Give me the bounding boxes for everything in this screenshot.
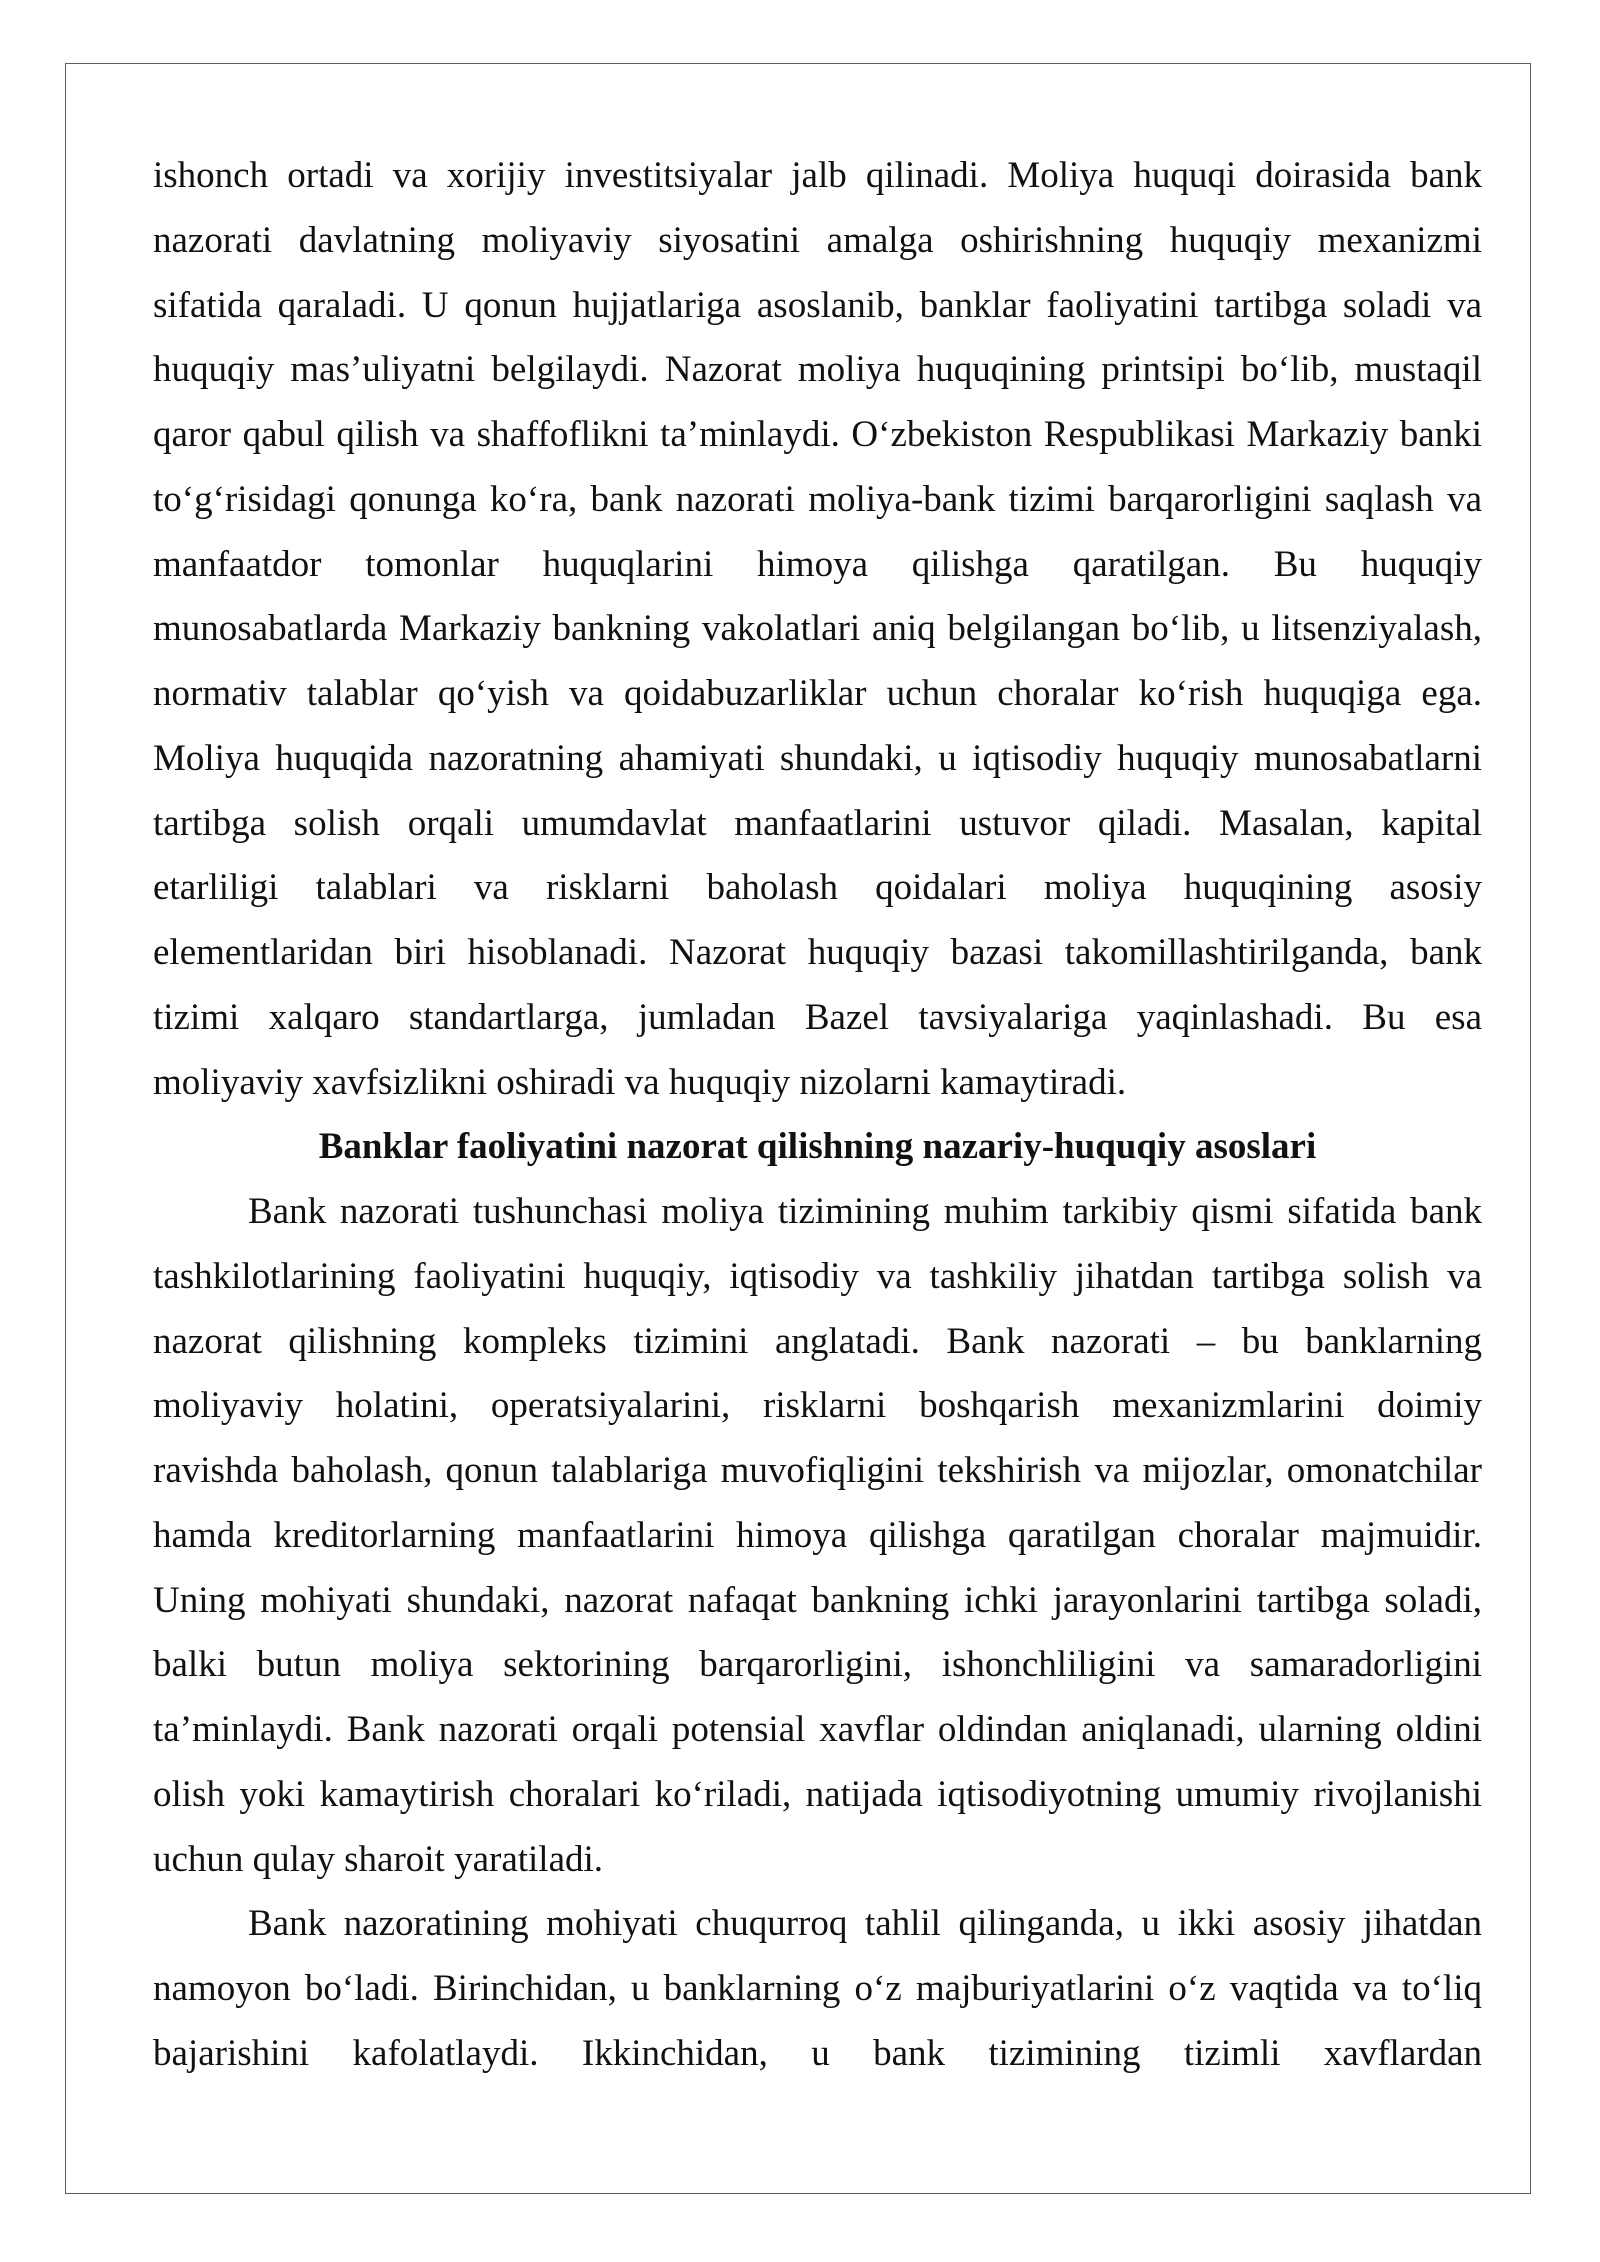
paragraph-line: Bank nazoratining mohiyati chuqurroq tahlil qilinganda, u ikki asosiy jihatdan	[248, 1903, 1482, 1945]
paragraph-line: Uning mohiyati shundaki, nazorat nafaqat bankning ichki jarayonlarini tartibga soladi,	[153, 1579, 1482, 1621]
section-paragraph	[153, 1180, 1482, 1892]
paragraph-line: hamda kreditorlarning manfaatlarini himoya qilishga qaratilgan choralar majmuidir.	[153, 1514, 1482, 1556]
paragraph-line: ravishda baholash, qonun talablariga muvofiqligini tekshirish va mijozlar, omonatchilar	[153, 1450, 1482, 1491]
paragraph-line: normativ talablar qo‘yish va qoidabuzarliklar uchun choralar ko‘rish huquqiga ega.	[153, 673, 1482, 714]
paragraph-line: nazorat qilishning kompleks tizimini anglatadi. Bank nazorati – bu banklarning	[153, 1320, 1482, 1362]
paragraph-line: qaror qabul qilish va shaffoflikni ta’minlaydi. O‘zbekiston Respublikasi Markaziy banki	[153, 414, 1482, 455]
paragraph-line: huquqiy mas’uliyatni belgilaydi. Nazorat moliya huquqining printsipi bo‘lib, mustaqil	[153, 349, 1482, 391]
paragraph-line: tizimi xalqaro standartlarga, jumladan Bazel tavsiyalariga yaqinlashadi. Bu esa	[153, 996, 1482, 1038]
section-paragraph	[153, 1892, 1482, 2086]
paragraph-line: nazorati davlatning moliyaviy siyosatini amalga oshirishning huquqiy mexanizmi	[153, 219, 1482, 261]
paragraph-line: bajarishini kafolatlaydi. Ikkinchidan, u bank tizimining tizimli xavflardan	[153, 2032, 1482, 2074]
page-text	[153, 144, 1482, 2087]
paragraph-line: moliyaviy holatini, operatsiyalarini, risklarni boshqarish mexanizmlarini doimiy	[153, 1385, 1482, 1427]
paragraph-line: to‘g‘risidagi qonunga ko‘ra, bank nazorati moliya-bank tizimi barqarorligini saqlash va	[153, 478, 1482, 520]
paragraph-line: uchun qulay sharoit yaratiladi.	[153, 1838, 604, 1880]
section-heading: Banklar faoliyatini nazorat qilishning nazariy-huquqiy asoslari	[318, 1126, 1317, 1168]
paragraph-line: etarliligi talablari va risklarni baholash qoidalari moliya huquqining asosiy	[153, 867, 1482, 909]
paragraph-line: munosabatlarda Markaziy bankning vakolatlari aniq belgilangan bo‘lib, u litsenziyalash,	[153, 608, 1482, 650]
paragraph-line: manfaatdor tomonlar huquqlarini himoya qilishga qaratilgan. Bu huquqiy	[153, 543, 1482, 585]
paragraph-line: ishonch ortadi va xorijiy investitsiyalar jalb qilinadi. Moliya huquqi doirasida bank	[153, 155, 1482, 196]
paragraph-line: tartibga solish orqali umumdavlat manfaatlarini ustuvor qiladi. Masalan, kapital	[153, 802, 1482, 844]
paragraph-line: sifatida qaraladi. U qonun hujjatlariga asoslanib, banklar faoliyatini tartibga soladi va	[153, 284, 1482, 326]
paragraph-line: moliyaviy xavfsizlikni oshiradi va huquqiy nizolarni kamaytiradi.	[153, 1061, 1127, 1103]
intro-paragraph	[153, 144, 1482, 1115]
paragraph-line: balki butun moliya sektorining barqarorligini, ishonchliligini va samaradorligini	[153, 1644, 1482, 1686]
paragraph-line: ta’minlaydi. Bank nazorati orqali potensial xavflar oldindan aniqlanadi, ularning oldini	[153, 1709, 1482, 1750]
paragraph-line: olish yoki kamaytirish choralari ko‘riladi, natijada iqtisodiyotning umumiy rivojlanishi	[153, 1773, 1482, 1815]
paragraph-line: tashkilotlarining faoliyatini huquqiy, iqtisodiy va tashkiliy jihatdan tartibga solish va	[153, 1255, 1482, 1297]
paragraph-line: namoyon bo‘ladi. Birinchidan, u banklarning o‘z majburiyatlarini o‘z vaqtida va to‘liq	[153, 1968, 1482, 2009]
paragraph-line: Moliya huquqida nazoratning ahamiyati shundaki, u iqtisodiy huquqiy munosabatlarni	[153, 737, 1482, 779]
paragraph-line: Bank nazorati tushunchasi moliya tizimining muhim tarkibiy qismi sifatida bank	[248, 1191, 1482, 1232]
paragraph-line: elementlaridan biri hisoblanadi. Nazorat huquqiy bazasi takomillashtirilganda, bank	[153, 932, 1482, 973]
